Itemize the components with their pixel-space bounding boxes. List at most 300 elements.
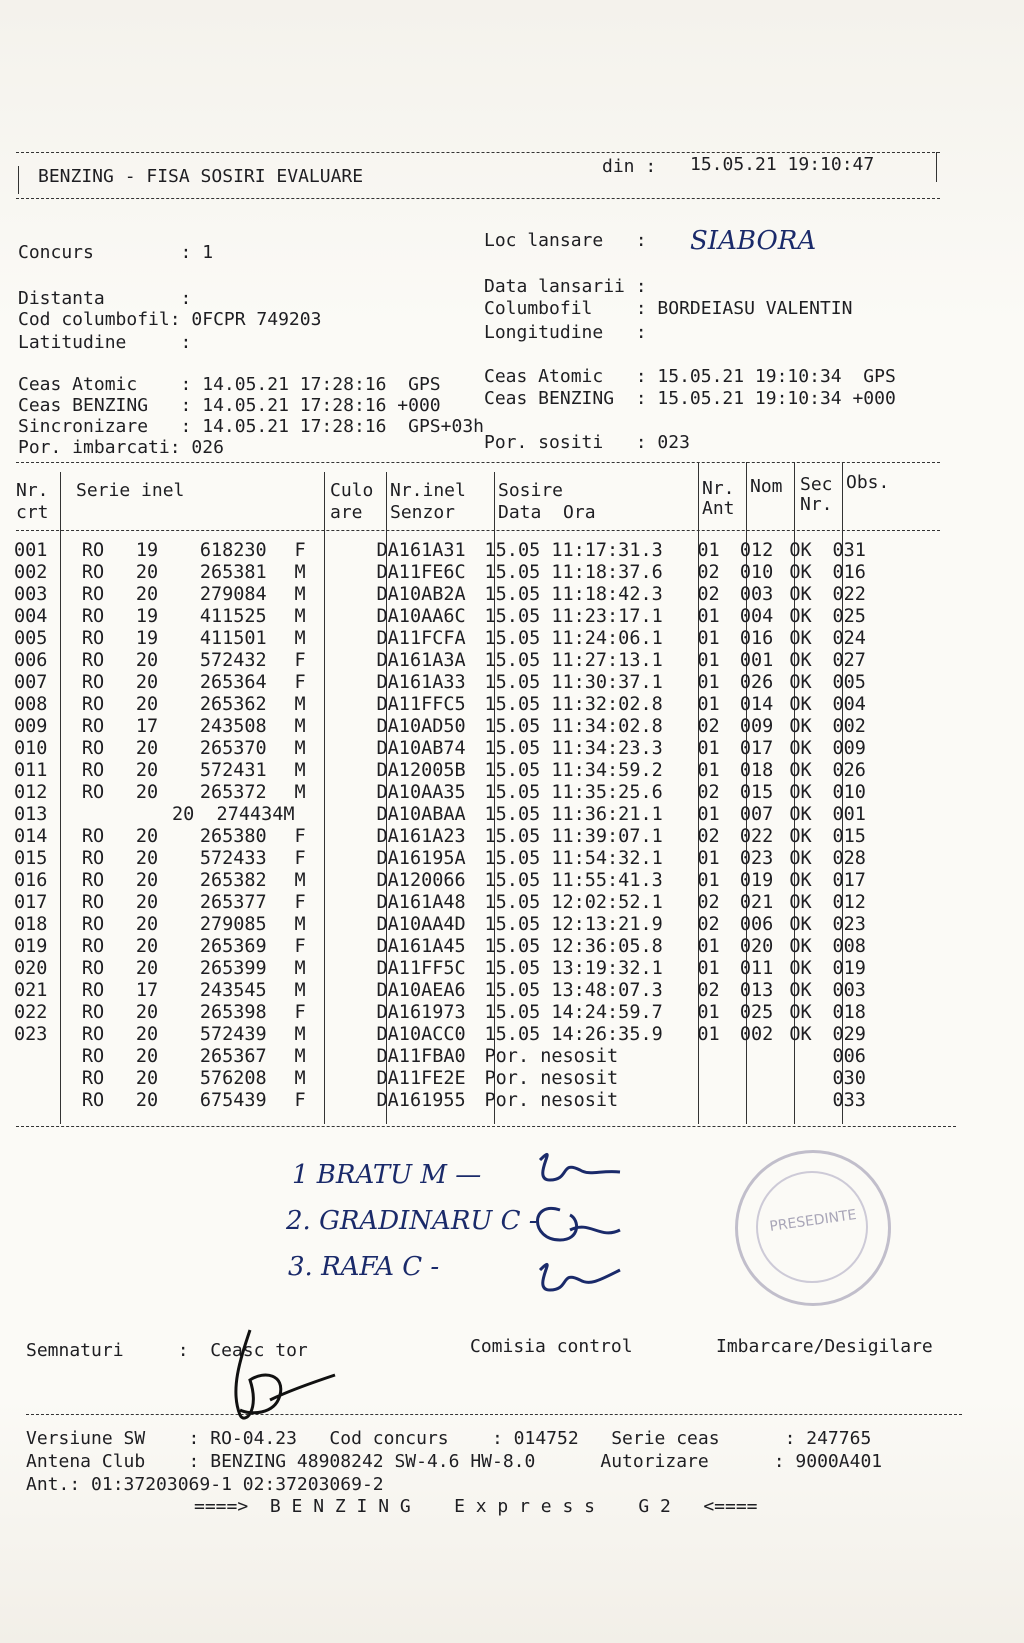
cell-ro: RO: [81, 672, 105, 693]
cell-sosire: 15.05 12:02:52.1: [484, 892, 663, 913]
cell-senzor: DA161A23: [376, 826, 466, 847]
cell-yr: 20: [135, 958, 159, 979]
cell-ro: RO: [81, 1046, 105, 1067]
cell-sec: [781, 1046, 821, 1068]
cell-yr: 20: [135, 782, 159, 803]
cell-obs: 004: [832, 694, 866, 715]
footer-top-rule: [26, 1414, 962, 1415]
col-head-nr-ant: Nr.: [702, 478, 735, 499]
cell-sec: OK: [789, 562, 812, 583]
cell-sosire: Por. nesosit: [484, 1090, 619, 1111]
cell-obs: 030: [832, 1068, 866, 1089]
handwritten-line-2: 2. GRADINARU C -: [286, 1206, 538, 1236]
cell-cul: [317, 1024, 377, 1046]
cell-ro: RO: [81, 562, 105, 583]
cell-num: 411501: [199, 628, 267, 649]
cell-sec: OK: [789, 914, 812, 935]
cell-cul: [317, 782, 377, 804]
cell-ro: RO: [81, 540, 105, 561]
cell-senzor: DA161A48: [376, 892, 466, 913]
cell-sex: F: [294, 672, 306, 693]
por-sositi-line: Por. sositi : 023: [484, 432, 690, 453]
cell-nom: 025: [739, 1002, 774, 1023]
cell-senzor: DA161A45: [376, 936, 466, 957]
cell-obs: 017: [832, 870, 866, 891]
cell-nr: 018: [14, 914, 48, 935]
cell-ant: 01: [697, 672, 720, 693]
cell-num: 265372: [199, 782, 267, 803]
table-row: [14, 606, 903, 628]
cell-ant: 01: [697, 738, 720, 759]
cell-nom: 012: [739, 540, 774, 561]
cell-ro: RO: [81, 892, 105, 913]
cell-num: 279084: [199, 584, 267, 605]
cell-nr: 004: [14, 606, 48, 627]
cell-senzor: DA10AA35: [376, 782, 466, 803]
cell-obs: 002: [832, 716, 866, 737]
cell-senzor: DA11FFC5: [376, 694, 466, 715]
cell-senzor: DA11FF5C: [376, 958, 466, 979]
columbofil-line: Columbofil : BORDEIASU VALENTIN: [484, 298, 853, 319]
col-head-culo: Culo: [330, 480, 374, 501]
col-head-are: are: [330, 502, 363, 523]
col-head-sec-nr: Nr.: [800, 494, 833, 515]
cell-senzor: DA10AB2A: [376, 584, 466, 605]
cell-num: 243545: [199, 980, 267, 1001]
cell-num: 618230: [199, 540, 267, 561]
col-head-nom: Nom: [750, 476, 783, 497]
cell-senzor: DA11FCFA: [376, 628, 466, 649]
cell-sec: OK: [789, 738, 812, 759]
cell-ant: 01: [697, 804, 720, 825]
cell-nr: 013: [14, 804, 48, 825]
longitudine-line: Longitudine :: [484, 322, 647, 343]
cell-yr: 20: [135, 672, 159, 693]
cell-nr: 011: [14, 760, 48, 781]
cell-senzor: DA11FE6C: [376, 562, 466, 583]
cell-sex: M: [294, 1024, 306, 1045]
col-head-ant: Ant: [702, 498, 735, 519]
cell-ant: 01: [697, 760, 720, 781]
cell-ant: 01: [697, 958, 720, 979]
col-head-crt: crt: [16, 502, 49, 523]
cell-sex: F: [294, 650, 306, 671]
cell-cul: [317, 584, 377, 606]
sincronizare-line: Sincronizare : 14.05.21 17:28:16 GPS+03h: [18, 416, 484, 437]
cell-senzor: DA161A3A: [376, 650, 466, 671]
cell-senzor: DA11FE2E: [376, 1068, 466, 1089]
cell-num: 265382: [199, 870, 267, 891]
cell-sosire: 15.05 11:34:02.8: [484, 716, 663, 737]
cell-sosire: 15.05 11:34:23.3: [484, 738, 663, 759]
table-row: [14, 738, 903, 760]
cell-sosire: 15.05 11:30:37.1: [484, 672, 663, 693]
cell-num: 265380: [199, 826, 267, 847]
cell-sex: M: [294, 628, 306, 649]
handwritten-line-3: 3. RAFA C -: [288, 1252, 440, 1282]
cell-nom: 018: [739, 760, 774, 781]
cell-sec: OK: [789, 540, 812, 561]
ceas-atomic-right: Ceas Atomic : 15.05.21 19:10:34 GPS: [484, 366, 896, 387]
cell-obs: 018: [832, 1002, 866, 1023]
cell-obs: 009: [832, 738, 866, 759]
cell-senzor: DA120066: [376, 870, 466, 891]
cell-ant: 01: [697, 936, 720, 957]
cell-sosire: 15.05 11:32:02.8: [484, 694, 663, 715]
cell-nr: 010: [14, 738, 48, 759]
cell-senzor: DA161955: [376, 1090, 466, 1111]
table-row: [14, 584, 903, 606]
cell-nom: 006: [739, 914, 774, 935]
cell-ant: [685, 1090, 733, 1112]
cell-cul: [317, 628, 377, 650]
cell-num: 279085: [199, 914, 267, 935]
club-stamp: [735, 1150, 891, 1306]
footer-express: ====> B E N Z I N G E x p r e s s G 2 <====: [194, 1496, 758, 1517]
table-row: [14, 694, 903, 716]
cell-obs: 024: [832, 628, 866, 649]
cell-sosire: 15.05 11:36:21.1: [484, 804, 663, 825]
cell-nom: 015: [739, 782, 774, 803]
cell-sec: OK: [789, 782, 812, 803]
cell-obs: 026: [832, 760, 866, 781]
cell-yr: 20: [135, 848, 159, 869]
cell-nr: 017: [14, 892, 48, 913]
cell-yr: 20: [135, 1046, 159, 1067]
cell-sosire: 15.05 11:18:37.6: [484, 562, 663, 583]
cell-sex: F: [294, 848, 306, 869]
cell-yr: 19: [135, 540, 159, 561]
cell-cul: [317, 958, 377, 980]
table-row: [14, 958, 903, 980]
cell-nom: [733, 1068, 781, 1090]
cell-cul: [317, 606, 377, 628]
cell-cul: [317, 672, 377, 694]
cell-obs: 019: [832, 958, 866, 979]
cell-nr: 019: [14, 936, 48, 957]
cell-obs: 006: [832, 1046, 866, 1067]
cell-senzor: DA11FBA0: [376, 1046, 466, 1067]
cell-yr: 20: [135, 694, 159, 715]
table-row: [14, 1024, 903, 1046]
cell-nr: [14, 1090, 64, 1112]
cell-sosire: 15.05 11:54:32.1: [484, 848, 663, 869]
cell-sosire: 15.05 14:26:35.9: [484, 1024, 663, 1045]
table-row: [14, 870, 903, 892]
cell-sec: OK: [789, 1024, 812, 1045]
table-row: [14, 716, 903, 738]
cell-yr: 20: [135, 760, 159, 781]
cell-nom: 023: [739, 848, 774, 869]
cell-nom: 019: [739, 870, 774, 891]
cell-ro: RO: [81, 760, 105, 781]
cell-cul: [317, 1068, 377, 1090]
cell-sosire: 15.05 11:27:13.1: [484, 650, 663, 671]
cell-sosire: 15.05 13:48:07.3: [484, 980, 663, 1001]
cell-nom: 020: [739, 936, 774, 957]
cell-nr: 005: [14, 628, 48, 649]
cell-cul: [317, 936, 377, 958]
cell-ant: 02: [697, 892, 720, 913]
cell-ro: RO: [81, 1090, 105, 1111]
cell-sec: OK: [789, 716, 812, 737]
cell-cul: [317, 694, 377, 716]
cell-nr: 006: [14, 650, 48, 671]
cell-sec: OK: [789, 826, 812, 847]
cell-sosire: 15.05 12:13:21.9: [484, 914, 663, 935]
cell-senzor: DA161A31: [376, 540, 466, 561]
cell-sex: M: [294, 870, 306, 891]
cell-cul: [317, 892, 377, 914]
col-head-nrinel: Nr.inel: [390, 480, 466, 501]
cell-yr: 20: [135, 936, 159, 957]
table-row: [14, 892, 903, 914]
cell-sosire: 15.05 11:55:41.3: [484, 870, 663, 891]
cell-obs: 031: [832, 540, 866, 561]
cell-cul: [317, 804, 377, 826]
cell-obs: 016: [832, 562, 866, 583]
loc-lansare-handwritten: SIABORA: [690, 226, 817, 256]
cell-ant: 01: [697, 870, 720, 891]
cell-sec: OK: [789, 628, 812, 649]
cell-yr: 20: [135, 584, 159, 605]
cell-senzor: DA161973: [376, 1002, 466, 1023]
semnaturi-label: Semnaturi : Ceasc tor: [26, 1340, 308, 1361]
cell-yr: 20: [135, 562, 159, 583]
cell-obs: 001: [832, 804, 866, 825]
col-head-nr: Nr.: [16, 480, 49, 501]
table-bottom-rule: [16, 1126, 956, 1127]
cell-nr: 020: [14, 958, 48, 979]
loc-lansare-line: Loc lansare :: [484, 230, 647, 251]
cell-yr: [122, 804, 172, 826]
cell-nr: 008: [14, 694, 48, 715]
cell-sosire: Por. nesosit: [484, 1068, 619, 1089]
table-row: [14, 914, 903, 936]
cell-nom: 010: [739, 562, 774, 583]
cell-num: 411525: [199, 606, 267, 627]
cell-ro: RO: [81, 980, 105, 1001]
cell-num: 576208: [199, 1068, 267, 1089]
cell-sosire: 15.05 12:36:05.8: [484, 936, 663, 957]
table-row: [14, 760, 903, 782]
cell-yr: 19: [135, 628, 159, 649]
cell-sex: M: [294, 1068, 306, 1089]
cell-cul: [317, 716, 377, 738]
cell-sex: M: [294, 716, 306, 737]
cell-nom: 013: [739, 980, 774, 1001]
concurs-line: Concurs : 1: [18, 242, 214, 263]
handwritten-line-1: 1 BRATU M —: [292, 1160, 482, 1190]
cell-num: 265367: [199, 1046, 267, 1067]
table-row: [14, 562, 903, 584]
cell-yr: 20: [135, 826, 159, 847]
cell-ant: 01: [697, 628, 720, 649]
table-row: [14, 804, 903, 826]
col-head-sec: Sec: [800, 474, 833, 495]
cell-senzor: DA16195A: [376, 848, 466, 869]
cell-yr: 20: [135, 650, 159, 671]
cell-ro: RO: [81, 628, 105, 649]
cell-ro: RO: [81, 958, 105, 979]
cell-nr: 023: [14, 1024, 48, 1045]
cell-ro: RO: [81, 738, 105, 759]
cell-cul: [317, 562, 377, 584]
cell-num: 265399: [199, 958, 267, 979]
cell-num: 20 274434M: [172, 804, 295, 825]
cell-ro: RO: [81, 1068, 105, 1089]
cell-ant: 01: [697, 694, 720, 715]
cell-obs: 028: [832, 848, 866, 869]
cell-ant: 02: [697, 980, 720, 1001]
table-header-rule: [16, 530, 940, 531]
cell-ant: 01: [697, 606, 720, 627]
cell-ant: [685, 1068, 733, 1090]
cell-nom: 014: [739, 694, 774, 715]
ceas-benzing-right: Ceas BENZING : 15.05.21 19:10:34 +000: [484, 388, 896, 409]
cell-sex: M: [294, 958, 306, 979]
cell-nr: [14, 1046, 64, 1068]
cell-nr: [14, 1068, 64, 1090]
cell-sex: M: [294, 1046, 306, 1067]
cell-num: 243508: [199, 716, 267, 737]
club-stamp-text: PRESEDINTE: [768, 1206, 858, 1236]
table-row: [14, 980, 903, 1002]
cell-sosire: 15.05 11:24:06.1: [484, 628, 663, 649]
cell-nr: 015: [14, 848, 48, 869]
cell-sosire: 15.05 11:39:07.1: [484, 826, 663, 847]
cell-yr: 20: [135, 1002, 159, 1023]
cell-ant: 02: [697, 782, 720, 803]
cell-nr: 001: [14, 540, 48, 561]
cell-num: 265362: [199, 694, 267, 715]
col-head-sosire: Sosire: [498, 480, 564, 501]
cell-sec: OK: [789, 958, 812, 979]
cell-sex: F: [294, 540, 306, 561]
cell-ro: RO: [81, 826, 105, 847]
cell-sec: OK: [789, 980, 812, 1001]
col-head-senzor: Senzor: [390, 502, 456, 523]
cell-yr: 20: [135, 1068, 159, 1089]
cell-nom: 001: [739, 650, 774, 671]
cell-ro: RO: [81, 782, 105, 803]
cell-sex: M: [294, 738, 306, 759]
table-row: [14, 1046, 903, 1068]
cell-sec: OK: [789, 804, 812, 825]
cell-nom: 007: [739, 804, 774, 825]
cell-yr: 20: [135, 892, 159, 913]
cell-nom: 016: [739, 628, 774, 649]
cell-num: 675439: [199, 1090, 267, 1111]
table-row: [14, 936, 903, 958]
cell-obs: 025: [832, 606, 866, 627]
cell-num: 265381: [199, 562, 267, 583]
cell-nr: 012: [14, 782, 48, 803]
cell-sex: F: [294, 1090, 306, 1111]
cell-nr: 016: [14, 870, 48, 891]
col-head-dataora: Data Ora: [498, 502, 596, 523]
distanta-line: Distanta :: [18, 288, 192, 309]
ceas-atomic-left: Ceas Atomic : 14.05.21 17:28:16 GPS: [18, 374, 441, 395]
cell-sex: M: [294, 562, 306, 583]
cell-nom: 011: [739, 958, 774, 979]
comisia-control-label: Comisia control: [470, 1336, 633, 1357]
cell-sex: F: [294, 936, 306, 957]
cell-sex: M: [294, 606, 306, 627]
cell-ro: RO: [81, 650, 105, 671]
cell-ant: 01: [697, 848, 720, 869]
table-row: [14, 848, 903, 870]
cell-cul: [317, 1002, 377, 1024]
cell-nr: 003: [14, 584, 48, 605]
cell-sec: OK: [789, 760, 812, 781]
cell-senzor: DA161A33: [376, 672, 466, 693]
header-top-rule: [16, 152, 940, 153]
cell-ro: [64, 804, 122, 826]
header-din-value: 15.05.21 19:10:47: [690, 154, 875, 175]
cell-sosire: 15.05 11:23:17.1: [484, 606, 663, 627]
header-din-label: din :: [602, 156, 657, 177]
cell-nr: 009: [14, 716, 48, 737]
table-row: [14, 1002, 903, 1024]
header-bottom-rule: [16, 198, 940, 199]
cell-cul: [317, 540, 377, 562]
cell-senzor: DA10ACC0: [376, 1024, 466, 1045]
cell-sec: OK: [789, 650, 812, 671]
cell-sex: M: [294, 584, 306, 605]
cell-obs: 005: [832, 672, 866, 693]
cell-yr: 20: [135, 1090, 159, 1111]
table-row: [14, 1090, 903, 1112]
cell-nr: 007: [14, 672, 48, 693]
cell-num: 265369: [199, 936, 267, 957]
cell-ro: RO: [81, 716, 105, 737]
cell-obs: 027: [832, 650, 866, 671]
cell-sec: OK: [789, 848, 812, 869]
cell-num: 265398: [199, 1002, 267, 1023]
cell-nom: 026: [739, 672, 774, 693]
cell-yr: 20: [135, 738, 159, 759]
cod-columbofil-line: Cod columbofil: 0FCPR 749203: [18, 309, 322, 330]
cell-ro: RO: [81, 1024, 105, 1045]
cell-senzor: DA10AEA6: [376, 980, 466, 1001]
cell-nom: 003: [739, 584, 774, 605]
cell-senzor: DA10ABAA: [376, 804, 466, 825]
cell-sex: M: [294, 782, 306, 803]
cell-ant: [685, 1046, 733, 1068]
footer-versiune: Versiune SW : RO-04.23 Cod concurs : 014752 Serie ceas : 247765: [26, 1428, 872, 1449]
table-row: [14, 1068, 903, 1090]
cell-ant: 01: [697, 1024, 720, 1045]
cell-ro: RO: [81, 848, 105, 869]
cell-cul: [317, 650, 377, 672]
data-lansarii-line: Data lansarii :: [484, 276, 647, 297]
cell-obs: 029: [832, 1024, 866, 1045]
cell-ro: RO: [81, 606, 105, 627]
cell-nom: [733, 1090, 781, 1112]
cell-nom: 017: [739, 738, 774, 759]
cell-ro: RO: [81, 870, 105, 891]
cell-nom: 002: [739, 1024, 774, 1045]
cell-cul: [317, 848, 377, 870]
cell-senzor: DA10AB74: [376, 738, 466, 759]
cell-nr: 014: [14, 826, 48, 847]
cell-cul: [317, 1046, 377, 1068]
header-right-bar: [936, 152, 937, 182]
cell-nom: [733, 1046, 781, 1068]
cell-sec: OK: [789, 694, 812, 715]
cell-sec: [781, 1068, 821, 1090]
